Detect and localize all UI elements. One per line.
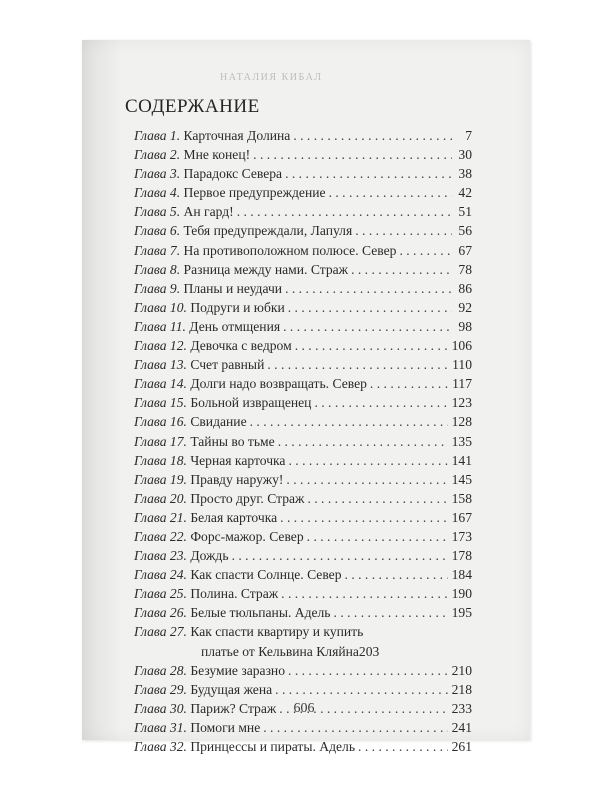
chapter-page: 190 — [451, 586, 472, 602]
chapter-title: Счет равный — [190, 357, 265, 373]
chapter-page: 7 — [465, 128, 472, 143]
chapter-page: 141 — [451, 452, 472, 468]
chapter-title: Будущая жена — [190, 681, 273, 697]
chapter-label: Глава 10. — [134, 299, 187, 315]
toc-entry-continuation — [134, 642, 472, 661]
chapter-title: Больной извращенец — [190, 395, 312, 411]
toc-entry — [134, 489, 472, 508]
chapter-page: 210 — [451, 662, 472, 678]
chapter-page: 261 — [451, 739, 472, 754]
leader-dots — [399, 241, 452, 260]
chapter-title: Долги надо возвращать. Север — [190, 376, 367, 392]
chapter-title: Как спасти квартиру и купить — [190, 624, 364, 640]
chapter-title: Безумие заразно — [190, 662, 286, 678]
chapter-title: Дождь — [190, 548, 229, 564]
toc-entry — [134, 317, 472, 336]
chapter-page: 158 — [451, 490, 472, 506]
chapter-title-continuation: платье от Кельвина Кляйна — [201, 643, 359, 659]
chapter-page: 30 — [458, 147, 472, 163]
chapter-page: 92 — [458, 299, 472, 315]
toc-title: СОДЕРЖАНИЕ — [125, 96, 260, 117]
leader-dots — [285, 164, 452, 183]
toc-entry — [134, 508, 472, 527]
leader-dots — [329, 183, 452, 202]
chapter-label: Глава 5. — [134, 204, 181, 220]
chapter-page: 178 — [451, 548, 472, 564]
chapter-title: Тайны во тьме — [190, 433, 275, 449]
leader-dots — [314, 393, 447, 412]
chapter-label: Глава 25. — [134, 586, 187, 602]
chapter-page: 203 — [358, 643, 380, 659]
toc-entry — [134, 451, 472, 470]
leader-dots — [237, 202, 452, 221]
chapter-title: Парадокс Севера — [183, 166, 283, 182]
toc-entry — [134, 661, 472, 680]
chapter-page: 78 — [458, 261, 472, 277]
toc-entry — [134, 527, 472, 546]
chapter-page: 167 — [451, 509, 472, 525]
toc-entry — [134, 145, 472, 164]
chapter-label: Глава 17. — [134, 433, 187, 449]
chapter-title: Белые тюльпаны. Адель — [190, 605, 331, 621]
leader-dots — [288, 298, 452, 317]
chapter-title: Париж? Страж — [190, 700, 277, 716]
chapter-label: Глава 11. — [134, 318, 186, 334]
chapter-label: Глава 24. — [134, 567, 187, 583]
leader-dots — [307, 527, 448, 546]
chapter-page: 56 — [458, 223, 472, 239]
chapter-title: Черная карточка — [190, 452, 286, 468]
leader-dots — [281, 584, 447, 603]
chapter-page: 67 — [458, 242, 472, 258]
toc-entry — [134, 565, 472, 584]
chapter-label: Глава 9. — [134, 280, 181, 296]
chapter-title: Подруги и юбки — [190, 299, 285, 315]
toc-entry — [134, 584, 472, 603]
toc-entry — [134, 737, 472, 756]
chapter-title: Мне конец! — [183, 147, 251, 163]
toc-entry — [134, 603, 472, 622]
chapter-label: Глава 31. — [134, 719, 187, 735]
chapter-label: Глава 16. — [134, 414, 187, 430]
chapter-title: Правду наружу! — [190, 471, 284, 487]
chapter-page: 135 — [451, 433, 472, 449]
chapter-label: Глава 12. — [134, 338, 187, 354]
leader-dots — [253, 145, 452, 164]
chapter-page: 86 — [458, 280, 472, 296]
chapter-page: 123 — [451, 395, 472, 411]
toc-entry — [134, 298, 472, 317]
chapter-title: Тебя предупреждали, Лапуля — [183, 223, 353, 239]
chapter-page: 233 — [451, 700, 472, 716]
chapter-label: Глава 15. — [134, 395, 187, 411]
chapter-page: 106 — [451, 338, 472, 354]
toc-entry — [134, 126, 472, 145]
chapter-label: Глава 18. — [134, 452, 187, 468]
leader-dots — [263, 718, 447, 737]
chapter-page: 38 — [458, 166, 472, 182]
leader-dots — [232, 546, 448, 565]
toc-entry — [134, 374, 472, 393]
running-head: НАТАЛИЯ КИБАЛ — [220, 72, 323, 83]
chapter-label: Глава 19. — [134, 471, 187, 487]
toc-entry — [134, 221, 472, 240]
chapter-label: Глава 32. — [134, 739, 187, 754]
leader-dots — [355, 221, 452, 240]
leader-dots — [250, 412, 448, 431]
chapter-label: Глава 2. — [134, 147, 181, 163]
leader-dots — [351, 260, 452, 279]
chapter-page: 51 — [458, 204, 472, 220]
leader-dots — [283, 317, 452, 336]
chapter-title: Девочка с ведром — [190, 338, 292, 354]
leader-dots — [285, 279, 452, 298]
chapter-page: 173 — [451, 528, 472, 544]
chapter-page: 184 — [451, 567, 472, 583]
chapter-label: Глава 4. — [134, 185, 181, 201]
leader-dots — [267, 355, 448, 374]
chapter-title: Полина. Страж — [190, 586, 279, 602]
toc-entry — [134, 622, 472, 641]
chapter-title: Карточная Долина — [183, 128, 291, 143]
leader-dots — [358, 737, 448, 756]
leader-dots — [286, 470, 447, 489]
leader-dots — [288, 661, 448, 680]
leader-dots — [280, 508, 447, 527]
chapter-title: Первое предупреждение — [183, 185, 326, 201]
leader-dots — [288, 451, 447, 470]
chapter-label: Глава 21. — [134, 509, 187, 525]
leader-dots — [278, 432, 448, 451]
chapter-page: 145 — [451, 471, 472, 487]
chapter-title: Белая карточка — [190, 509, 278, 525]
chapter-label: Глава 8. — [134, 261, 181, 277]
chapter-label: Глава 1. — [134, 128, 181, 143]
toc-entry — [134, 432, 472, 451]
chapter-title: Форс-мажор. Север — [190, 528, 304, 544]
toc-entry — [134, 412, 472, 431]
chapter-label: Глава 20. — [134, 490, 187, 506]
chapter-page: 42 — [458, 185, 472, 201]
toc-entry — [134, 680, 472, 699]
chapter-title: Планы и неудачи — [183, 280, 283, 296]
chapter-label: Глава 14. — [134, 376, 187, 392]
toc-entry — [134, 183, 472, 202]
chapter-label: Глава 29. — [134, 681, 187, 697]
chapter-label: Глава 23. — [134, 548, 187, 564]
toc-entry — [134, 260, 472, 279]
chapter-page: 110 — [452, 357, 472, 373]
chapter-title: Разница между нами. Страж — [183, 261, 349, 277]
chapter-label: Глава 26. — [134, 605, 187, 621]
leader-dots — [334, 603, 448, 622]
leader-dots — [295, 336, 448, 355]
toc-entry — [134, 241, 472, 260]
leader-dots — [275, 680, 447, 699]
toc-entry — [134, 202, 472, 221]
chapter-label: Глава 28. — [134, 662, 187, 678]
chapter-page: 128 — [451, 414, 472, 430]
leader-dots — [307, 489, 447, 508]
leader-dots — [293, 126, 452, 145]
chapter-title: Ан гард! — [183, 204, 234, 220]
chapter-page: 218 — [451, 681, 472, 697]
chapter-title: На противоположном полюсе. Север — [183, 242, 397, 258]
chapter-label: Глава 13. — [134, 357, 187, 373]
chapter-page: 98 — [458, 318, 472, 334]
chapter-page: 117 — [452, 376, 472, 392]
chapter-page: 241 — [451, 719, 472, 735]
chapter-title: Принцессы и пираты. Адель — [190, 739, 356, 754]
chapter-label: Глава 3. — [134, 166, 181, 182]
chapter-page: 195 — [451, 605, 472, 621]
toc-entry — [134, 336, 472, 355]
toc-entry — [134, 393, 472, 412]
chapter-title: Свидание — [190, 414, 247, 430]
chapter-title: Помоги мне — [190, 719, 261, 735]
chapter-label: Глава 22. — [134, 528, 187, 544]
toc-entry — [134, 164, 472, 183]
leader-dots — [345, 565, 448, 584]
toc-entry — [134, 546, 472, 565]
toc-entry — [134, 279, 472, 298]
chapter-title: День отмщения — [189, 318, 281, 334]
toc-entry — [134, 718, 472, 737]
chapter-title: Просто друг. Страж — [190, 490, 305, 506]
chapter-label: Глава 6. — [134, 223, 181, 239]
chapter-label: Глава 30. — [134, 700, 187, 716]
table-of-contents — [134, 126, 472, 756]
toc-entry — [134, 470, 472, 489]
chapter-label: Глава 27. — [134, 624, 187, 640]
chapter-title: Как спасти Солнце. Север — [190, 567, 342, 583]
toc-entry — [134, 355, 472, 374]
page-number: 606 — [293, 701, 315, 716]
chapter-label: Глава 7. — [134, 242, 181, 258]
leader-dots — [370, 374, 448, 393]
